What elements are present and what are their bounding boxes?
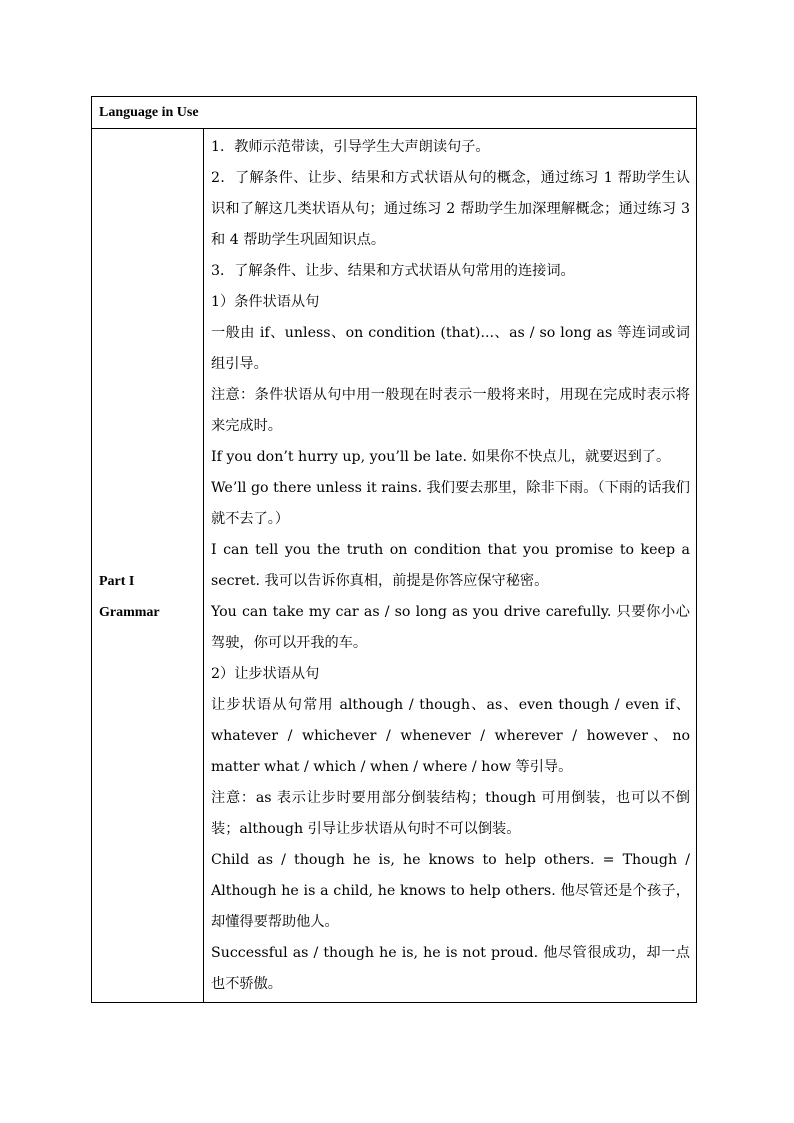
part-number: Part I: [99, 574, 135, 589]
paragraph-step-3: 3．了解条件、让步、结果和方式状语从句常用的连接词。: [211, 263, 575, 279]
paragraph-conditional-note: 注意：条件状语从句中用一般现在时表示一般将来时，用现在完成时表示将来完成时。: [211, 387, 690, 434]
subheading-conditional: 1）条件状语从句: [211, 294, 320, 310]
lesson-table: [91, 96, 697, 1003]
example-sentence: We’ll go there unless it rains. 我们要去那里，除非下雨。（下雨的话我们就不去了。）: [211, 480, 690, 527]
paragraph-concessive-note: 注意：as 表示让步时要用部分倒装结构；though 可用倒装，也可以不倒装；although 引导让步状语从句时不可以倒装。: [211, 790, 690, 837]
example-sentence: Successful as / though he is, he is not proud. 他尽管很成功，却一点也不骄傲。: [211, 945, 690, 992]
part-topic: Grammar: [99, 605, 160, 620]
paragraph-step-1: 1．教师示范带读，引导学生大声朗读句子。: [211, 139, 490, 155]
paragraph-step-2: 2．了解条件、让步、结果和方式状语从句的概念，通过练习 1 帮助学生认识和了解这几类状语从句；通过练习 2 帮助学生加深理解概念；通过练习 3 和 4 帮助学生巩固知识点。: [211, 170, 690, 248]
example-sentence: You can take my car as / so long as you drive carefully. 只要你小心驾驶，你可以开我的车。: [211, 604, 690, 651]
paragraph-conditional-intro: 一般由 if、unless、on condition (that)...、as / so long as 等连词或词组引导。: [211, 325, 690, 372]
section-header: Language in Use: [92, 97, 696, 129]
part-label-cell: [92, 129, 204, 1002]
part-label: [99, 566, 160, 628]
example-sentence: Child as / though he is, he knows to help others. = Though / Although he is a child, he knows to help others. 他尽管还是个孩子，却懂得要帮助他人。: [211, 852, 690, 930]
paragraph-concessive-intro: 让步状语从句常用 although / though、as、even though / even if、whatever / whichever / whenever / wherever / however、no matter what / which / when / where / how 等引导。: [211, 697, 690, 775]
subheading-concessive: 2）让步状语从句: [211, 666, 320, 682]
example-sentence: I can tell you the truth on condition that you promise to keep a secret. 我可以告诉你真相，前提是你答应保守秘密。: [211, 542, 690, 589]
content-cell: [204, 129, 696, 1002]
example-sentence: If you don’t hurry up, you’ll be late. 如果你不快点儿，就要迟到了。: [211, 449, 671, 465]
